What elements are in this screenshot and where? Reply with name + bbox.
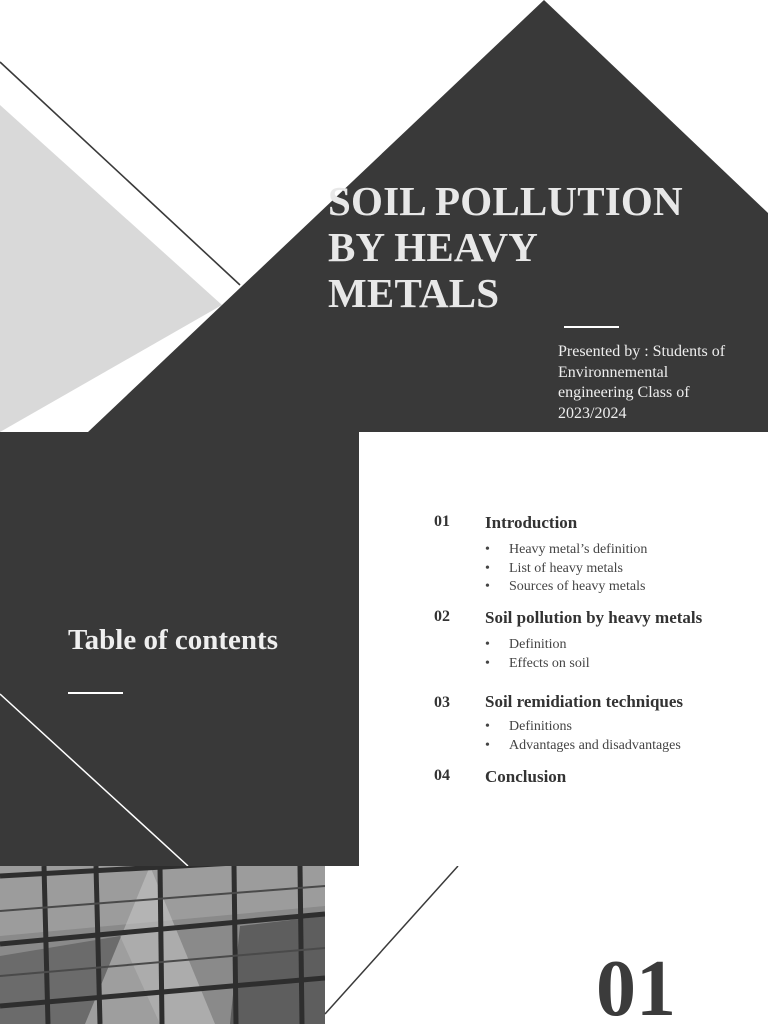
- list-item: • Effects on soil: [485, 655, 590, 674]
- presenter-line: 2023/2024: [558, 404, 627, 422]
- presenter-line: Environnemental: [558, 363, 669, 381]
- slide-title: [328, 178, 728, 316]
- title-underline: [564, 326, 619, 328]
- section-items: [485, 636, 590, 673]
- section-title: Conclusion: [485, 767, 567, 786]
- section-number-large: 01: [596, 945, 676, 1033]
- section-number: 01: [434, 513, 450, 530]
- list-item: • Sources of heavy metals: [485, 578, 647, 597]
- title-line: SOIL POLLUTION: [328, 178, 683, 224]
- presenter-text: [558, 342, 758, 424]
- title-line: METALS: [328, 270, 500, 316]
- section-slide: [0, 866, 768, 1033]
- presenter-line: engineering Class of: [558, 384, 690, 401]
- toc-heading: Table of contents: [68, 624, 278, 656]
- list-item: • Advantages and disadvantages: [485, 737, 681, 756]
- section-items: [485, 718, 681, 755]
- list-item: • Definitions: [485, 718, 681, 737]
- title-slide: [0, 0, 768, 432]
- section-number: 03: [434, 694, 450, 711]
- section-diagonal-line: [325, 866, 458, 1014]
- presenter-line: Presented by : Students of: [558, 343, 726, 360]
- list-item: • Heavy metal’s definition: [485, 541, 647, 560]
- section-number: 02: [434, 608, 450, 625]
- section-title: Soil remidiation techniques: [485, 692, 684, 711]
- toc-heading-underline: [68, 692, 123, 694]
- section-title: Introduction: [485, 513, 578, 532]
- list-item: • List of heavy metals: [485, 560, 647, 579]
- list-item: • Definition: [485, 636, 590, 655]
- section-number: 04: [434, 767, 450, 784]
- section-title: Soil pollution by heavy metals: [485, 608, 703, 627]
- title-line: BY HEAVY: [328, 224, 539, 270]
- toc-slide: [0, 432, 768, 866]
- section-items: [485, 541, 647, 597]
